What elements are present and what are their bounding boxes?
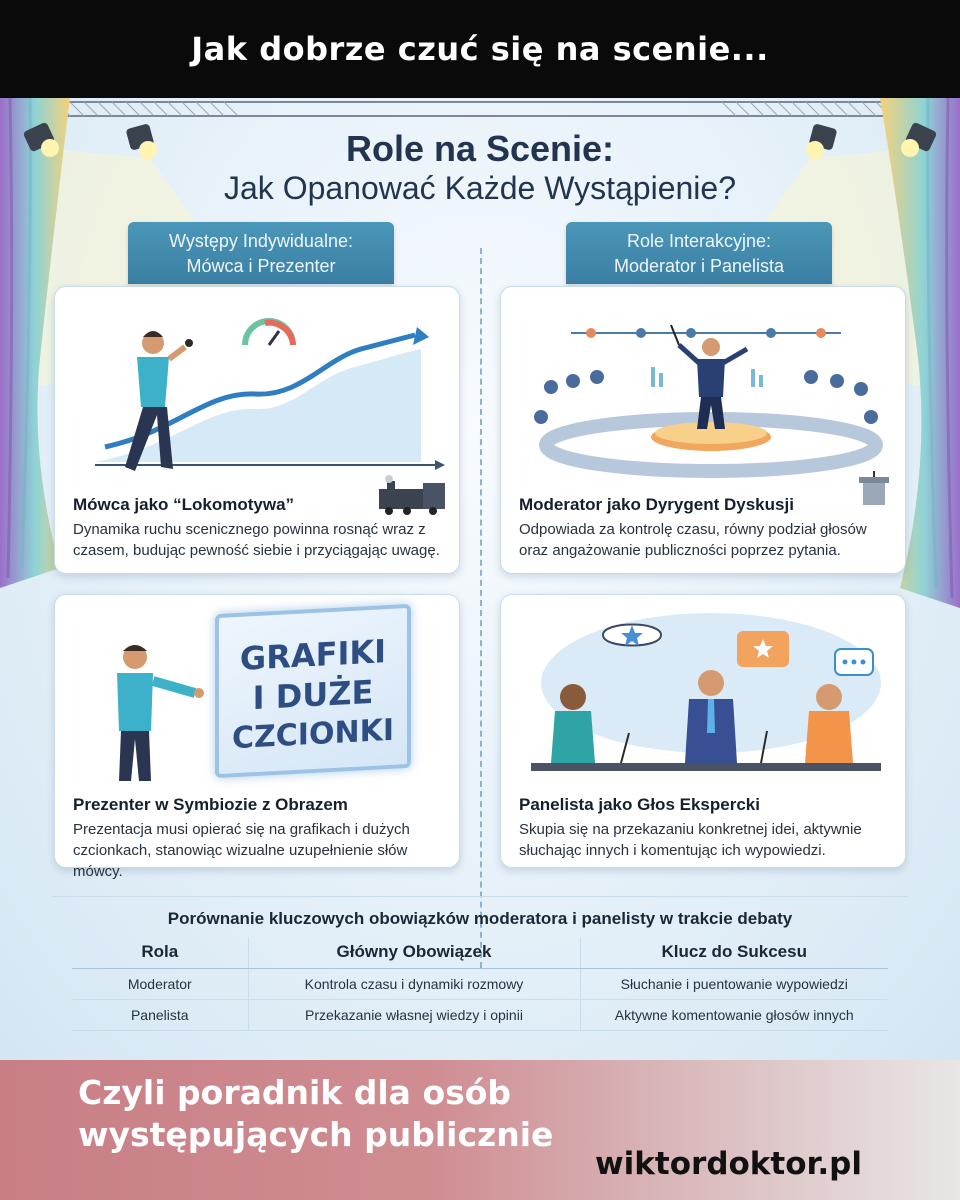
screen-text-line2: I DUŻE (252, 672, 374, 718)
header-bar (0, 0, 960, 98)
footer-tagline (78, 1072, 638, 1156)
comparison-table-section (52, 896, 908, 1046)
table-cell: Panelista (72, 999, 248, 1030)
screen-text-line3: CZCIONKI (232, 712, 394, 757)
section-tab-line1: Występy Indywidualne: (169, 231, 353, 251)
card-speaker-text: Dynamika ruchu scenicznego powinna rosnąć wraz z czasem, budując pewność siebie i przyciągając uwagę. (73, 521, 440, 559)
section-tab-individual (128, 222, 394, 284)
infographic (0, 98, 960, 1060)
card-moderator (500, 286, 906, 574)
section-tab-line2: Mówca i Prezenter (186, 256, 336, 276)
footer-banner (0, 1060, 960, 1200)
presenter-illustration (95, 635, 215, 785)
train-icon (375, 475, 455, 515)
chat-bubble-icon (603, 625, 661, 647)
card-speaker (54, 286, 460, 574)
card-presenter-text: Prezentacja musi opierać się na grafikach i dużych czcionkach, stanowiąc wizualne uzupełnienie słów mówcy. (73, 821, 410, 880)
table-cell: Aktywne komentowanie głosów innych (580, 999, 888, 1030)
section-tab-line1: Role Interakcyjne: (626, 231, 772, 251)
table-header: Główny Obowiązek (248, 937, 580, 968)
infographic-title: Role na Scenie: (345, 128, 615, 169)
table-header: Rola (72, 937, 248, 968)
card-panelist (500, 594, 906, 868)
screen-text-line1: GRAFIKI (239, 632, 387, 678)
infographic-subtitle: Jak Opanować Każde Wystąpienie? (224, 170, 736, 206)
comparison-table (72, 937, 888, 1031)
table-cell: Kontrola czasu i dynamiki rozmowy (248, 968, 580, 999)
card-moderator-title: Moderator jako Dyrygent Dyskusji (519, 495, 794, 514)
card-panelist-text: Skupia się na przekazaniu konkretnej idei, aktywnie słuchając innych i komentując ich wypowiedzi. (519, 821, 862, 859)
table-cell: Moderator (72, 968, 248, 999)
table-header: Klucz do Sukcesu (580, 937, 888, 968)
section-divider (480, 248, 482, 968)
table-row (72, 999, 888, 1030)
card-speaker-title: Mówca jako “Lokomotywa” (73, 495, 295, 514)
table-header-row (72, 937, 888, 968)
footer-site-name: wiktordoktor.pl (595, 1146, 862, 1182)
panel-illustration (511, 613, 897, 783)
card-presenter-title: Prezenter w Symbiozie z Obrazem (73, 795, 348, 814)
card-presenter (54, 594, 460, 880)
footer-tagline-line2: występujących publicznie (78, 1115, 554, 1154)
table-cell: Słuchanie i puentowanie wypowiedzi (580, 968, 888, 999)
table-row (72, 968, 888, 999)
section-tab-line2: Moderator i Panelista (613, 256, 785, 276)
section-tab-interactive (566, 222, 832, 284)
table-caption: Porównanie kluczowych obowiązków moderatora i panelisty w trakcie debaty (167, 909, 793, 928)
footer-tagline-line1: Czyli poradnik dla osób (78, 1073, 512, 1112)
speaker-illustration (65, 297, 451, 497)
presentation-screen (215, 604, 411, 778)
card-moderator-text: Odpowiada za kontrolę czasu, równy podział głosów oraz angażowanie publiczności poprzez pytania. (519, 521, 867, 559)
header-title: Jak dobrze czuć się na scenie... (191, 30, 769, 68)
podium-icon (857, 471, 891, 507)
moderator-illustration (511, 297, 897, 477)
table-cell: Przekazanie własnej wiedzy i opinii (248, 999, 580, 1030)
card-panelist-title: Panelista jako Głos Ekspercki (519, 795, 760, 814)
stage-truss (0, 98, 960, 120)
